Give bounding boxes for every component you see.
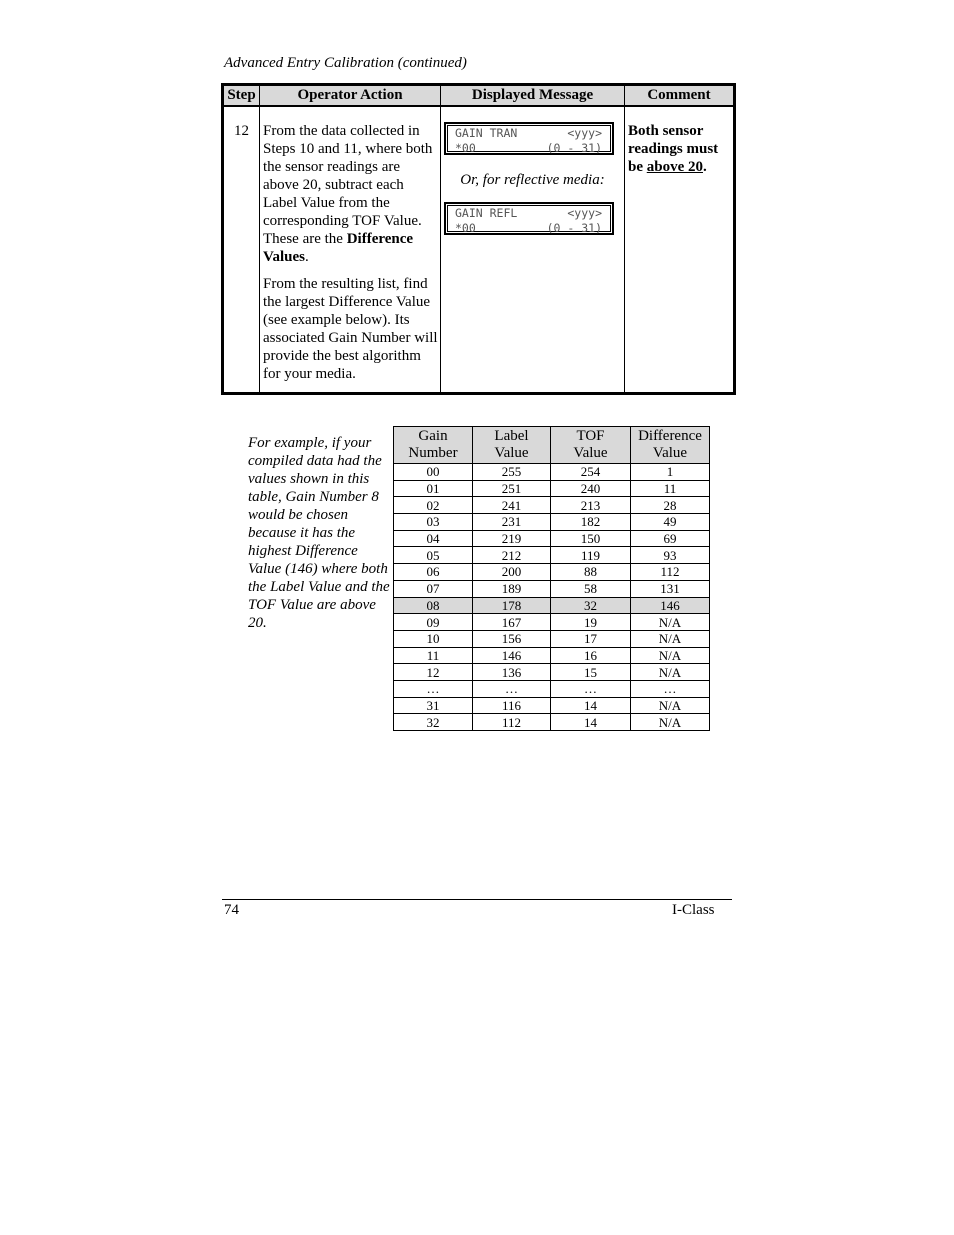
difference-value-cell: 112 bbox=[631, 564, 710, 581]
gain-number-cell: 00 bbox=[394, 464, 473, 481]
table-row bbox=[394, 697, 710, 714]
difference-value-cell: 93 bbox=[631, 547, 710, 564]
column-header-displayed-message: Displayed Message bbox=[441, 85, 625, 107]
label-value-cell: 241 bbox=[473, 497, 551, 514]
table-row bbox=[394, 597, 710, 614]
tof-value-cell: 14 bbox=[551, 714, 631, 731]
tof-value-cell: 15 bbox=[551, 664, 631, 681]
header-label-value: Label Value bbox=[473, 427, 551, 464]
tof-value-cell: 150 bbox=[551, 530, 631, 547]
gain-number-cell: 08 bbox=[394, 597, 473, 614]
gain-number-cell: 10 bbox=[394, 630, 473, 647]
table-row bbox=[394, 647, 710, 664]
column-header-operator-action: Operator Action bbox=[260, 85, 441, 107]
page-number: 74 bbox=[224, 902, 239, 918]
label-value-cell: 200 bbox=[473, 564, 551, 581]
difference-value-cell: 28 bbox=[631, 497, 710, 514]
tof-value-cell: 17 bbox=[551, 630, 631, 647]
table-row bbox=[394, 464, 710, 481]
label-value-cell: 219 bbox=[473, 530, 551, 547]
tof-value-cell: 182 bbox=[551, 514, 631, 531]
difference-value-cell: N/A bbox=[631, 697, 710, 714]
tof-value-cell: 32 bbox=[551, 597, 631, 614]
gain-number-cell: 12 bbox=[394, 664, 473, 681]
table-row bbox=[394, 614, 710, 631]
difference-value-cell: … bbox=[631, 680, 710, 697]
tof-value-cell: 213 bbox=[551, 497, 631, 514]
label-value-cell: 212 bbox=[473, 547, 551, 564]
gain-number-cell: 05 bbox=[394, 547, 473, 564]
difference-value-cell: 1 bbox=[631, 464, 710, 481]
step-number: 12 bbox=[223, 106, 260, 394]
gain-number-cell: 02 bbox=[394, 497, 473, 514]
gain-number-cell: 07 bbox=[394, 580, 473, 597]
table-row bbox=[394, 630, 710, 647]
gain-number-cell: 32 bbox=[394, 714, 473, 731]
label-value-cell: 116 bbox=[473, 697, 551, 714]
difference-value-cell: N/A bbox=[631, 614, 710, 631]
header-difference-value: Difference Value bbox=[631, 427, 710, 464]
tof-value-cell: 16 bbox=[551, 647, 631, 664]
operator-action bbox=[260, 106, 441, 394]
table-row bbox=[394, 680, 710, 697]
table-row bbox=[394, 530, 710, 547]
label-value-cell: 189 bbox=[473, 580, 551, 597]
header-tof-value: TOF Value bbox=[551, 427, 631, 464]
calibration-step-table bbox=[221, 83, 736, 395]
difference-value-cell: 69 bbox=[631, 530, 710, 547]
label-value-cell: … bbox=[473, 680, 551, 697]
label-value-cell: 167 bbox=[473, 614, 551, 631]
action-paragraph-2: From the resulting list, find the largest Difference Value (see example below). Its associated Gain Number will provide the best algorithm for your media. bbox=[263, 276, 438, 382]
difference-value-cell: N/A bbox=[631, 647, 710, 664]
label-value-cell: 156 bbox=[473, 630, 551, 647]
difference-value-cell: N/A bbox=[631, 714, 710, 731]
label-value-cell: 255 bbox=[473, 464, 551, 481]
gain-number-cell: 06 bbox=[394, 564, 473, 581]
difference-value-cell: N/A bbox=[631, 630, 710, 647]
running-header: Advanced Entry Calibration (continued) bbox=[224, 55, 467, 71]
header-gain-number: Gain Number bbox=[394, 427, 473, 464]
tof-value-cell: 58 bbox=[551, 580, 631, 597]
label-value-cell: 146 bbox=[473, 647, 551, 664]
label-value-cell: 112 bbox=[473, 714, 551, 731]
difference-value-cell: N/A bbox=[631, 664, 710, 681]
lcd-display-gain-refl: GAIN REFL <yyy> *00 (0 - 31) bbox=[444, 202, 614, 235]
table-row bbox=[394, 547, 710, 564]
tof-value-cell: 254 bbox=[551, 464, 631, 481]
difference-value-cell: 11 bbox=[631, 480, 710, 497]
reflective-media-note: Or, for reflective media: bbox=[460, 172, 605, 188]
tof-value-cell: 119 bbox=[551, 547, 631, 564]
tof-value-cell: 240 bbox=[551, 480, 631, 497]
difference-value-cell: 49 bbox=[631, 514, 710, 531]
gain-number-cell: … bbox=[394, 680, 473, 697]
difference-values-term: Difference Values bbox=[263, 231, 414, 265]
label-value-cell: 136 bbox=[473, 664, 551, 681]
table-row bbox=[394, 480, 710, 497]
example-caption: For example, if your compiled data had the values shown in this table, Gain Number 8 would be chosen because it has the highest Difference Value (146) where both the Label Value and the TOF Value are above 20. bbox=[248, 435, 390, 631]
lcd-display-gain-tran: GAIN TRAN <yyy> *00 (0 - 31) bbox=[444, 122, 614, 155]
gain-example-table bbox=[393, 426, 710, 731]
tof-value-cell: 88 bbox=[551, 564, 631, 581]
table-row bbox=[394, 664, 710, 681]
gain-number-cell: 31 bbox=[394, 697, 473, 714]
label-value-cell: 178 bbox=[473, 597, 551, 614]
label-value-cell: 251 bbox=[473, 480, 551, 497]
action-paragraph-1: From the data collected in Steps 10 and 11, where both the sensor readings are above 20, subtract each Label Value from the corresponding TOF Value. These are the Difference Values. bbox=[263, 123, 433, 265]
difference-value-cell: 131 bbox=[631, 580, 710, 597]
tof-value-cell: 14 bbox=[551, 697, 631, 714]
table-row bbox=[394, 514, 710, 531]
gain-number-cell: 04 bbox=[394, 530, 473, 547]
column-header-comment: Comment bbox=[625, 85, 735, 107]
product-name: I-Class bbox=[672, 902, 715, 918]
table-row bbox=[394, 564, 710, 581]
displayed-message bbox=[441, 106, 625, 394]
footer-divider bbox=[222, 899, 732, 900]
label-value-cell: 231 bbox=[473, 514, 551, 531]
table-row bbox=[394, 497, 710, 514]
comment: Both sensor readings must be above 20. bbox=[625, 106, 735, 394]
table-row bbox=[394, 714, 710, 731]
gain-number-cell: 09 bbox=[394, 614, 473, 631]
gain-number-cell: 11 bbox=[394, 647, 473, 664]
difference-value-cell: 146 bbox=[631, 597, 710, 614]
tof-value-cell: … bbox=[551, 680, 631, 697]
table-row bbox=[394, 580, 710, 597]
above-20-emphasis: above 20 bbox=[646, 159, 703, 175]
column-header-step: Step bbox=[223, 85, 260, 107]
gain-number-cell: 01 bbox=[394, 480, 473, 497]
gain-number-cell: 03 bbox=[394, 514, 473, 531]
tof-value-cell: 19 bbox=[551, 614, 631, 631]
